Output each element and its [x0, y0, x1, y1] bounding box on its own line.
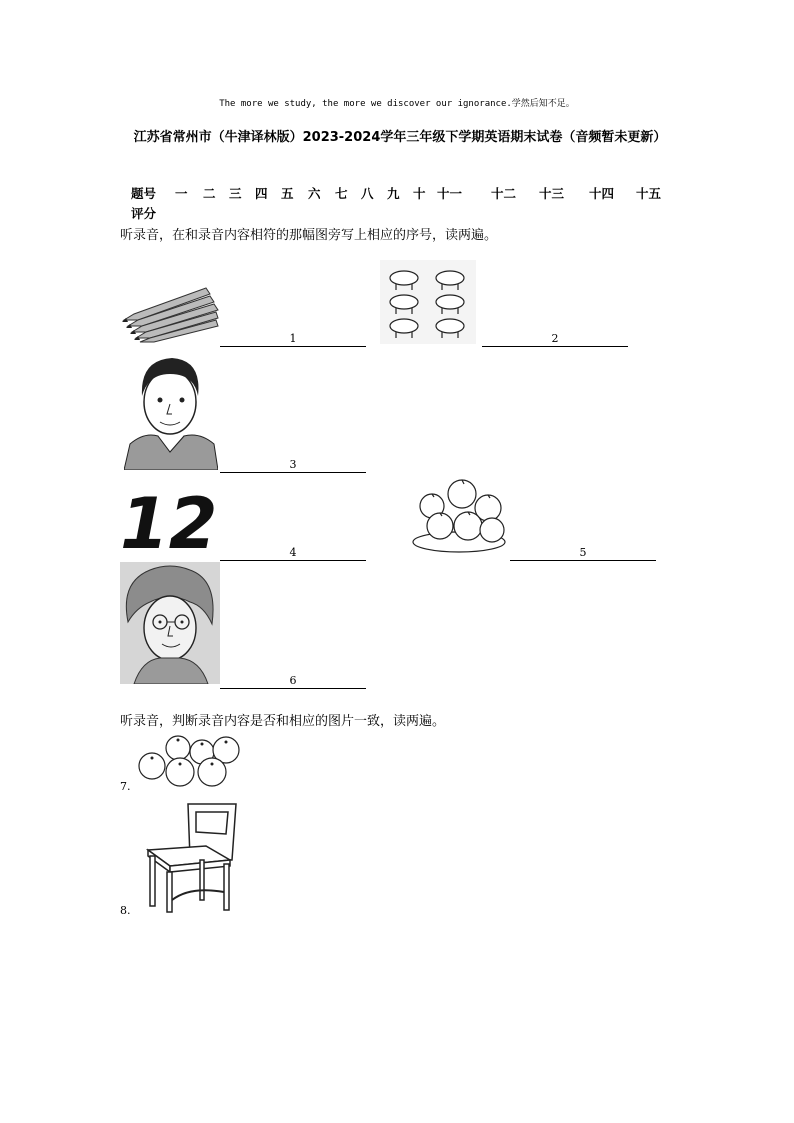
section1-instruction: 听录音，在和录音内容相符的那幅图旁写上相应的序号，读两遍。 [120, 228, 498, 243]
score-col: 二 [203, 186, 216, 201]
chair-picture [140, 800, 238, 914]
item-number: 1 [289, 332, 297, 345]
item-number: 4 [289, 546, 297, 559]
item-number-7: 7. [120, 780, 131, 793]
item-number: 3 [289, 458, 297, 471]
old-woman-picture [120, 562, 220, 684]
answer-line-2[interactable] [482, 332, 628, 347]
answer-line-3[interactable] [220, 458, 366, 473]
oranges-picture [136, 734, 242, 788]
score-col: 八 [361, 186, 374, 201]
score-col: 九 [387, 186, 400, 201]
score-header-label: 题号 [131, 186, 157, 201]
section2-instruction: 听录音，判断录音内容是否和相应的图片一致，读两遍。 [120, 714, 446, 729]
pencils-picture [120, 284, 220, 344]
answer-line-5[interactable] [510, 546, 656, 561]
number-12-text: 12 [120, 488, 218, 554]
score-col: 十四 [589, 186, 615, 201]
item-number: 2 [551, 332, 559, 345]
page-title: 江苏省常州市（牛津译林版）2023-2024学年三年级下学期英语期末试卷（音频暂未更新） [133, 130, 667, 145]
pigs-picture [380, 260, 476, 344]
answer-line-1[interactable] [220, 332, 366, 347]
score-col: 十三 [539, 186, 565, 201]
apples-picture [410, 478, 508, 554]
number-12-picture [120, 488, 218, 554]
score-col: 十一 [437, 186, 463, 201]
score-col: 十二 [491, 186, 517, 201]
answer-line-4[interactable] [220, 546, 366, 561]
item-number: 6 [289, 674, 297, 687]
score-col: 六 [308, 186, 321, 201]
answer-line-6[interactable] [220, 674, 366, 689]
score-col: 三 [229, 186, 242, 201]
item-number-8: 8. [120, 904, 131, 917]
score-col: 四 [255, 186, 268, 201]
score-col: 七 [335, 186, 348, 201]
item-number: 5 [579, 546, 587, 559]
score-label: 评分 [131, 206, 157, 221]
score-col: 十 [413, 186, 426, 201]
score-col: 一 [175, 186, 188, 201]
man-picture [124, 352, 218, 470]
score-col: 五 [281, 186, 294, 201]
score-table [131, 184, 671, 220]
motto: The more we study, the more we discover our ignorance.学然后知不足。 [219, 99, 575, 109]
score-col: 十五 [636, 186, 662, 201]
